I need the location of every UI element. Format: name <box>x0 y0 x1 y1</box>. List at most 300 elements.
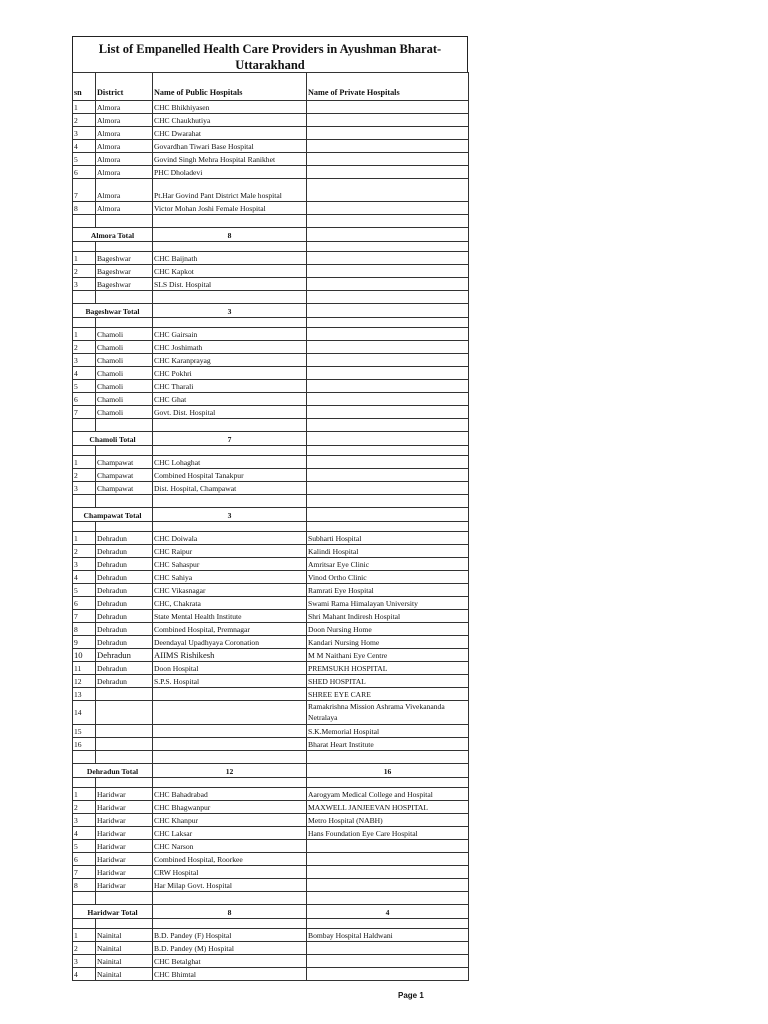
table-row <box>73 393 469 406</box>
serial-number-cell: 7 <box>73 610 96 623</box>
empty-cell <box>96 242 153 252</box>
district-cell: Haridwar <box>96 788 153 801</box>
district-cell: Champawat <box>96 482 153 495</box>
private-hospital-cell: PREMSUKH HOSPITAL <box>307 662 469 675</box>
table-row <box>73 688 469 701</box>
empty-cell <box>153 291 307 304</box>
district-cell: Chamoli <box>96 367 153 380</box>
spacer-row <box>73 446 469 456</box>
public-hospital-cell: Govind Singh Mehra Hospital Ranikhet <box>153 153 307 166</box>
private-hospital-cell <box>307 853 469 866</box>
public-hospital-cell: CHC Betalghat <box>153 955 307 968</box>
table-row <box>73 623 469 636</box>
serial-number-cell: 5 <box>73 153 96 166</box>
serial-number-cell: 3 <box>73 354 96 367</box>
serial-number-cell: 1 <box>73 788 96 801</box>
public-hospital-cell: CHC Khanpur <box>153 814 307 827</box>
public-hospital-cell: SLS Dist. Hospital <box>153 278 307 291</box>
table-row <box>73 469 469 482</box>
serial-number-cell: 1 <box>73 532 96 545</box>
serial-number-cell: 1 <box>73 328 96 341</box>
public-hospital-cell: Combined Hospital Tanakpur <box>153 469 307 482</box>
private-hospital-cell <box>307 393 469 406</box>
private-hospital-cell: SHED HOSPITAL <box>307 675 469 688</box>
serial-number-cell: 12 <box>73 675 96 688</box>
public-hospital-cell <box>153 688 307 701</box>
table-row <box>73 265 469 278</box>
serial-number-cell: 8 <box>73 623 96 636</box>
empty-cell <box>307 242 469 252</box>
public-hospital-cell: B.D. Pandey (F) Hospital <box>153 929 307 942</box>
serial-number-cell: 3 <box>73 814 96 827</box>
table-row <box>73 202 469 215</box>
district-total-row <box>73 432 469 446</box>
empty-cell <box>153 919 307 929</box>
district-cell: Haridwar <box>96 814 153 827</box>
private-hospital-cell <box>307 114 469 127</box>
table-row <box>73 801 469 814</box>
district-cell: Chamoli <box>96 393 153 406</box>
public-hospital-cell: CHC Sahaspur <box>153 558 307 571</box>
table-row <box>73 866 469 879</box>
public-hospital-cell: CHC Vikasnagar <box>153 584 307 597</box>
public-hospital-cell: CHC Dwarahat <box>153 127 307 140</box>
serial-number-cell: 5 <box>73 840 96 853</box>
blank-row <box>73 751 469 764</box>
blank-row <box>73 892 469 905</box>
district-cell: Chamoli <box>96 406 153 419</box>
public-hospital-cell: CHC Bhikhiyasen <box>153 101 307 114</box>
public-hospital-cell: CHC Bhimtal <box>153 968 307 981</box>
public-total-value: 3 <box>153 304 307 318</box>
table-row <box>73 558 469 571</box>
public-total-value: 3 <box>153 508 307 522</box>
table-row <box>73 584 469 597</box>
private-hospital-cell: Bombay Hospital Haldwani <box>307 929 469 942</box>
serial-number-cell: 4 <box>73 827 96 840</box>
public-hospital-cell <box>153 701 307 725</box>
public-hospital-cell: Deendayal Upadhyaya Coronation <box>153 636 307 649</box>
district-cell <box>96 725 153 738</box>
table-row <box>73 114 469 127</box>
blank-row <box>73 495 469 508</box>
empty-cell <box>73 919 96 929</box>
district-cell: Almora <box>96 179 153 202</box>
empty-cell <box>153 522 307 532</box>
private-hospital-cell: S.K.Memorial Hospital <box>307 725 469 738</box>
private-hospital-cell <box>307 879 469 892</box>
serial-number-cell: 1 <box>73 929 96 942</box>
district-cell: Dehradun <box>96 597 153 610</box>
private-hospital-cell <box>307 265 469 278</box>
public-hospital-cell <box>153 738 307 751</box>
blank-row <box>73 291 469 304</box>
blank-row <box>73 215 469 228</box>
district-cell: Dehradun <box>96 584 153 597</box>
district-cell: Dehradun <box>96 623 153 636</box>
district-total-label: Haridwar Total <box>73 905 153 919</box>
public-hospital-cell: CHC Ghat <box>153 393 307 406</box>
serial-number-cell: 5 <box>73 584 96 597</box>
table-row <box>73 738 469 751</box>
serial-number-cell: 1 <box>73 252 96 265</box>
district-cell: Chamoli <box>96 341 153 354</box>
public-hospital-cell: CHC Lohaghat <box>153 456 307 469</box>
district-cell: Haridwar <box>96 801 153 814</box>
district-cell: Nainital <box>96 968 153 981</box>
district-total-row <box>73 764 469 778</box>
spacer-row <box>73 522 469 532</box>
private-hospital-cell <box>307 456 469 469</box>
private-hospital-cell: Kandari Nursing Home <box>307 636 469 649</box>
private-hospital-cell <box>307 166 469 179</box>
empty-cell <box>73 215 96 228</box>
serial-number-cell: 2 <box>73 942 96 955</box>
private-hospital-cell: Subharti Hospital <box>307 532 469 545</box>
serial-number-cell: 6 <box>73 597 96 610</box>
public-hospital-cell: CHC Narson <box>153 840 307 853</box>
document-title <box>72 36 468 72</box>
public-hospital-cell: S.P.S. Hospital <box>153 675 307 688</box>
serial-number-cell: 13 <box>73 688 96 701</box>
district-cell: Nainital <box>96 942 153 955</box>
district-cell: Haridwar <box>96 853 153 866</box>
header-district: District <box>96 73 153 101</box>
empty-cell <box>73 522 96 532</box>
district-cell: Almora <box>96 140 153 153</box>
private-total-value <box>307 508 469 522</box>
private-hospital-cell: Amritsar Eye Clinic <box>307 558 469 571</box>
table-row <box>73 827 469 840</box>
district-cell: Dehradun <box>96 545 153 558</box>
private-hospital-cell: SHREE EYE CARE <box>307 688 469 701</box>
empty-cell <box>307 318 469 328</box>
public-hospital-cell: B.D. Pandey (M) Hospital <box>153 942 307 955</box>
empty-cell <box>73 778 96 788</box>
private-total-value: 16 <box>307 764 469 778</box>
district-cell: Almora <box>96 202 153 215</box>
private-hospital-cell <box>307 179 469 202</box>
spacer-row <box>73 242 469 252</box>
empty-cell <box>73 291 96 304</box>
empty-cell <box>96 919 153 929</box>
serial-number-cell: 2 <box>73 114 96 127</box>
public-total-value: 8 <box>153 228 307 242</box>
table-row <box>73 701 469 725</box>
table-row <box>73 597 469 610</box>
table-row <box>73 380 469 393</box>
title-line-2: Uttarakhand <box>235 58 305 72</box>
serial-number-cell: 3 <box>73 558 96 571</box>
public-hospital-cell: Combined Hospital, Roorkee <box>153 853 307 866</box>
private-hospital-cell <box>307 153 469 166</box>
table-row <box>73 252 469 265</box>
public-hospital-cell: Har Milap Govt. Hospital <box>153 879 307 892</box>
district-total-label: Chamoli Total <box>73 432 153 446</box>
empty-cell <box>307 919 469 929</box>
serial-number-cell: 8 <box>73 202 96 215</box>
table-row <box>73 545 469 558</box>
table-row <box>73 636 469 649</box>
district-total-label: Bageshwar Total <box>73 304 153 318</box>
table-row <box>73 662 469 675</box>
district-total-label: Almora Total <box>73 228 153 242</box>
public-hospital-cell: Combined Hospital, Premnagar <box>153 623 307 636</box>
district-cell: Almora <box>96 114 153 127</box>
district-cell: Chamoli <box>96 328 153 341</box>
empty-cell <box>96 751 153 764</box>
private-hospital-cell <box>307 101 469 114</box>
private-hospital-cell <box>307 140 469 153</box>
private-hospital-cell: Vinod Ortho Clinic <box>307 571 469 584</box>
serial-number-cell: 4 <box>73 571 96 584</box>
serial-number-cell: 1 <box>73 456 96 469</box>
empty-cell <box>307 892 469 905</box>
empty-cell <box>96 522 153 532</box>
private-hospital-cell: Aarogyam Medical College and Hospital <box>307 788 469 801</box>
public-hospital-cell: CHC Kapkot <box>153 265 307 278</box>
serial-number-cell: 4 <box>73 968 96 981</box>
empty-cell <box>153 318 307 328</box>
table-row <box>73 278 469 291</box>
district-cell <box>96 701 153 725</box>
district-cell: Almora <box>96 166 153 179</box>
table-row <box>73 675 469 688</box>
private-hospital-cell: Shri Mahant Indiresh Hospital <box>307 610 469 623</box>
table-row <box>73 840 469 853</box>
private-total-value <box>307 304 469 318</box>
empty-cell <box>307 751 469 764</box>
empty-cell <box>307 778 469 788</box>
public-hospital-cell: CHC Raipur <box>153 545 307 558</box>
public-hospital-cell: Victor Mohan Joshi Female Hospital <box>153 202 307 215</box>
private-hospital-cell <box>307 942 469 955</box>
empty-cell <box>73 242 96 252</box>
private-hospital-cell <box>307 482 469 495</box>
district-total-row <box>73 304 469 318</box>
district-cell: Almora <box>96 101 153 114</box>
empty-cell <box>153 242 307 252</box>
district-cell: Champawat <box>96 456 153 469</box>
public-total-value: 12 <box>153 764 307 778</box>
district-cell: Almora <box>96 127 153 140</box>
public-hospital-cell: Govardhan Tiwari Base Hospital <box>153 140 307 153</box>
private-hospital-cell: Doon Nursing Home <box>307 623 469 636</box>
public-hospital-cell: AIIMS Rishikesh <box>153 649 307 662</box>
district-cell: Champawat <box>96 469 153 482</box>
empty-cell <box>307 419 469 432</box>
table-row <box>73 101 469 114</box>
serial-number-cell: 6 <box>73 853 96 866</box>
table-header-row <box>73 73 469 101</box>
empty-cell <box>96 215 153 228</box>
public-hospital-cell: State Mental Health Institute <box>153 610 307 623</box>
page-number: Page 1 <box>398 991 424 1000</box>
table-row <box>73 955 469 968</box>
empty-cell <box>153 419 307 432</box>
table-row <box>73 140 469 153</box>
empty-cell <box>153 215 307 228</box>
empty-cell <box>96 892 153 905</box>
empty-cell <box>96 419 153 432</box>
table-row <box>73 725 469 738</box>
serial-number-cell: 11 <box>73 662 96 675</box>
table-row <box>73 153 469 166</box>
empty-cell <box>96 291 153 304</box>
district-cell: Nainital <box>96 929 153 942</box>
spacer-row <box>73 318 469 328</box>
district-cell: Chamoli <box>96 354 153 367</box>
serial-number-cell: 8 <box>73 879 96 892</box>
empty-cell <box>307 446 469 456</box>
private-hospital-cell: Ramakrishna Mission Ashrama Vivekananda Netralaya <box>307 701 469 725</box>
serial-number-cell: 10 <box>73 649 96 662</box>
empty-cell <box>73 318 96 328</box>
table-row <box>73 571 469 584</box>
serial-number-cell: 6 <box>73 393 96 406</box>
private-hospital-cell: Kalindi Hospital <box>307 545 469 558</box>
empty-cell <box>153 778 307 788</box>
empty-cell <box>153 446 307 456</box>
private-hospital-cell: Swami Rama Himalayan University <box>307 597 469 610</box>
table-row <box>73 341 469 354</box>
private-hospital-cell: Bharat Heart Institute <box>307 738 469 751</box>
public-hospital-cell: PHC Dholadevi <box>153 166 307 179</box>
public-hospital-cell: CHC Sahiya <box>153 571 307 584</box>
public-hospital-cell: CHC Bhagwanpur <box>153 801 307 814</box>
district-cell: Dehradun <box>96 675 153 688</box>
private-total-value: 4 <box>307 905 469 919</box>
private-hospital-cell <box>307 840 469 853</box>
public-total-value: 8 <box>153 905 307 919</box>
district-cell: Haridwar <box>96 827 153 840</box>
serial-number-cell: 3 <box>73 127 96 140</box>
public-hospital-cell: Govt. Dist. Hospital <box>153 406 307 419</box>
empty-cell <box>73 446 96 456</box>
district-cell: Nainital <box>96 955 153 968</box>
empty-cell <box>307 215 469 228</box>
district-cell: Dehradun <box>96 649 153 662</box>
public-hospital-cell: CHC Laksar <box>153 827 307 840</box>
private-hospital-cell <box>307 968 469 981</box>
header-sn: sn <box>73 73 96 101</box>
table-row <box>73 166 469 179</box>
table-row <box>73 879 469 892</box>
private-hospital-cell: Metro Hospital (NABH) <box>307 814 469 827</box>
public-hospital-cell: CHC Karanprayag <box>153 354 307 367</box>
table-row <box>73 406 469 419</box>
serial-number-cell: 2 <box>73 545 96 558</box>
empty-cell <box>73 495 96 508</box>
empty-cell <box>96 778 153 788</box>
serial-number-cell: 3 <box>73 278 96 291</box>
table-row <box>73 649 469 662</box>
district-cell: Dehradun <box>96 610 153 623</box>
empty-cell <box>307 522 469 532</box>
public-hospital-cell: CHC Baijnath <box>153 252 307 265</box>
public-hospital-cell: CHC Doiwala <box>153 532 307 545</box>
title-line-1: List of Empanelled Health Care Providers in Ayushman Bharat- <box>98 42 442 56</box>
empty-cell <box>96 495 153 508</box>
serial-number-cell: 6 <box>73 166 96 179</box>
hospital-table <box>72 72 469 981</box>
table-row <box>73 328 469 341</box>
public-hospital-cell: Pt.Har Govind Pant District Male hospital <box>153 179 307 202</box>
public-hospital-cell: CHC Tharali <box>153 380 307 393</box>
serial-number-cell: 3 <box>73 482 96 495</box>
district-cell <box>96 688 153 701</box>
district-cell: Haridwar <box>96 866 153 879</box>
public-hospital-cell: CHC Joshimath <box>153 341 307 354</box>
table-row <box>73 367 469 380</box>
table-row <box>73 853 469 866</box>
public-hospital-cell: CHC Bahadrabad <box>153 788 307 801</box>
table-row <box>73 354 469 367</box>
public-hospital-cell: CRW Hospital <box>153 866 307 879</box>
public-hospital-cell: Doon Hospital <box>153 662 307 675</box>
table-row <box>73 942 469 955</box>
private-hospital-cell: MAXWELL JANJEEVAN HOSPITAL <box>307 801 469 814</box>
private-hospital-cell <box>307 341 469 354</box>
public-hospital-cell <box>153 725 307 738</box>
public-hospital-cell: Dist. Hospital, Champawat <box>153 482 307 495</box>
public-hospital-cell: CHC, Chakrata <box>153 597 307 610</box>
private-hospital-cell: M M Naithani Eye Centre <box>307 649 469 662</box>
empty-cell <box>307 291 469 304</box>
district-cell <box>96 738 153 751</box>
serial-number-cell: 4 <box>73 140 96 153</box>
private-hospital-cell <box>307 354 469 367</box>
empty-cell <box>73 419 96 432</box>
empty-cell <box>96 318 153 328</box>
private-hospital-cell <box>307 380 469 393</box>
empty-cell <box>73 892 96 905</box>
serial-number-cell: 14 <box>73 701 96 725</box>
district-cell: Dehradun <box>96 571 153 584</box>
table-row <box>73 788 469 801</box>
private-hospital-cell <box>307 955 469 968</box>
district-cell: Dehradun <box>96 662 153 675</box>
private-hospital-cell <box>307 866 469 879</box>
private-hospital-cell <box>307 278 469 291</box>
district-cell: Dehradun <box>96 636 153 649</box>
district-cell: Dehradun <box>96 558 153 571</box>
serial-number-cell: 2 <box>73 801 96 814</box>
district-cell: Chamoli <box>96 380 153 393</box>
private-hospital-cell <box>307 469 469 482</box>
table-row <box>73 456 469 469</box>
private-hospital-cell: Ramrati Eye Hospital <box>307 584 469 597</box>
serial-number-cell: 7 <box>73 179 96 202</box>
table-row <box>73 179 469 202</box>
empty-cell <box>153 892 307 905</box>
district-cell: Haridwar <box>96 879 153 892</box>
serial-number-cell: 7 <box>73 406 96 419</box>
serial-number-cell: 3 <box>73 955 96 968</box>
spacer-row <box>73 919 469 929</box>
table-row <box>73 482 469 495</box>
district-total-label: Champawat Total <box>73 508 153 522</box>
private-hospital-cell <box>307 406 469 419</box>
district-cell: Haridwar <box>96 840 153 853</box>
header-private-hospitals: Name of Private Hospitals <box>307 73 469 101</box>
serial-number-cell: 2 <box>73 469 96 482</box>
public-total-value: 7 <box>153 432 307 446</box>
district-total-row <box>73 508 469 522</box>
private-hospital-cell <box>307 328 469 341</box>
table-row <box>73 814 469 827</box>
private-hospital-cell <box>307 367 469 380</box>
